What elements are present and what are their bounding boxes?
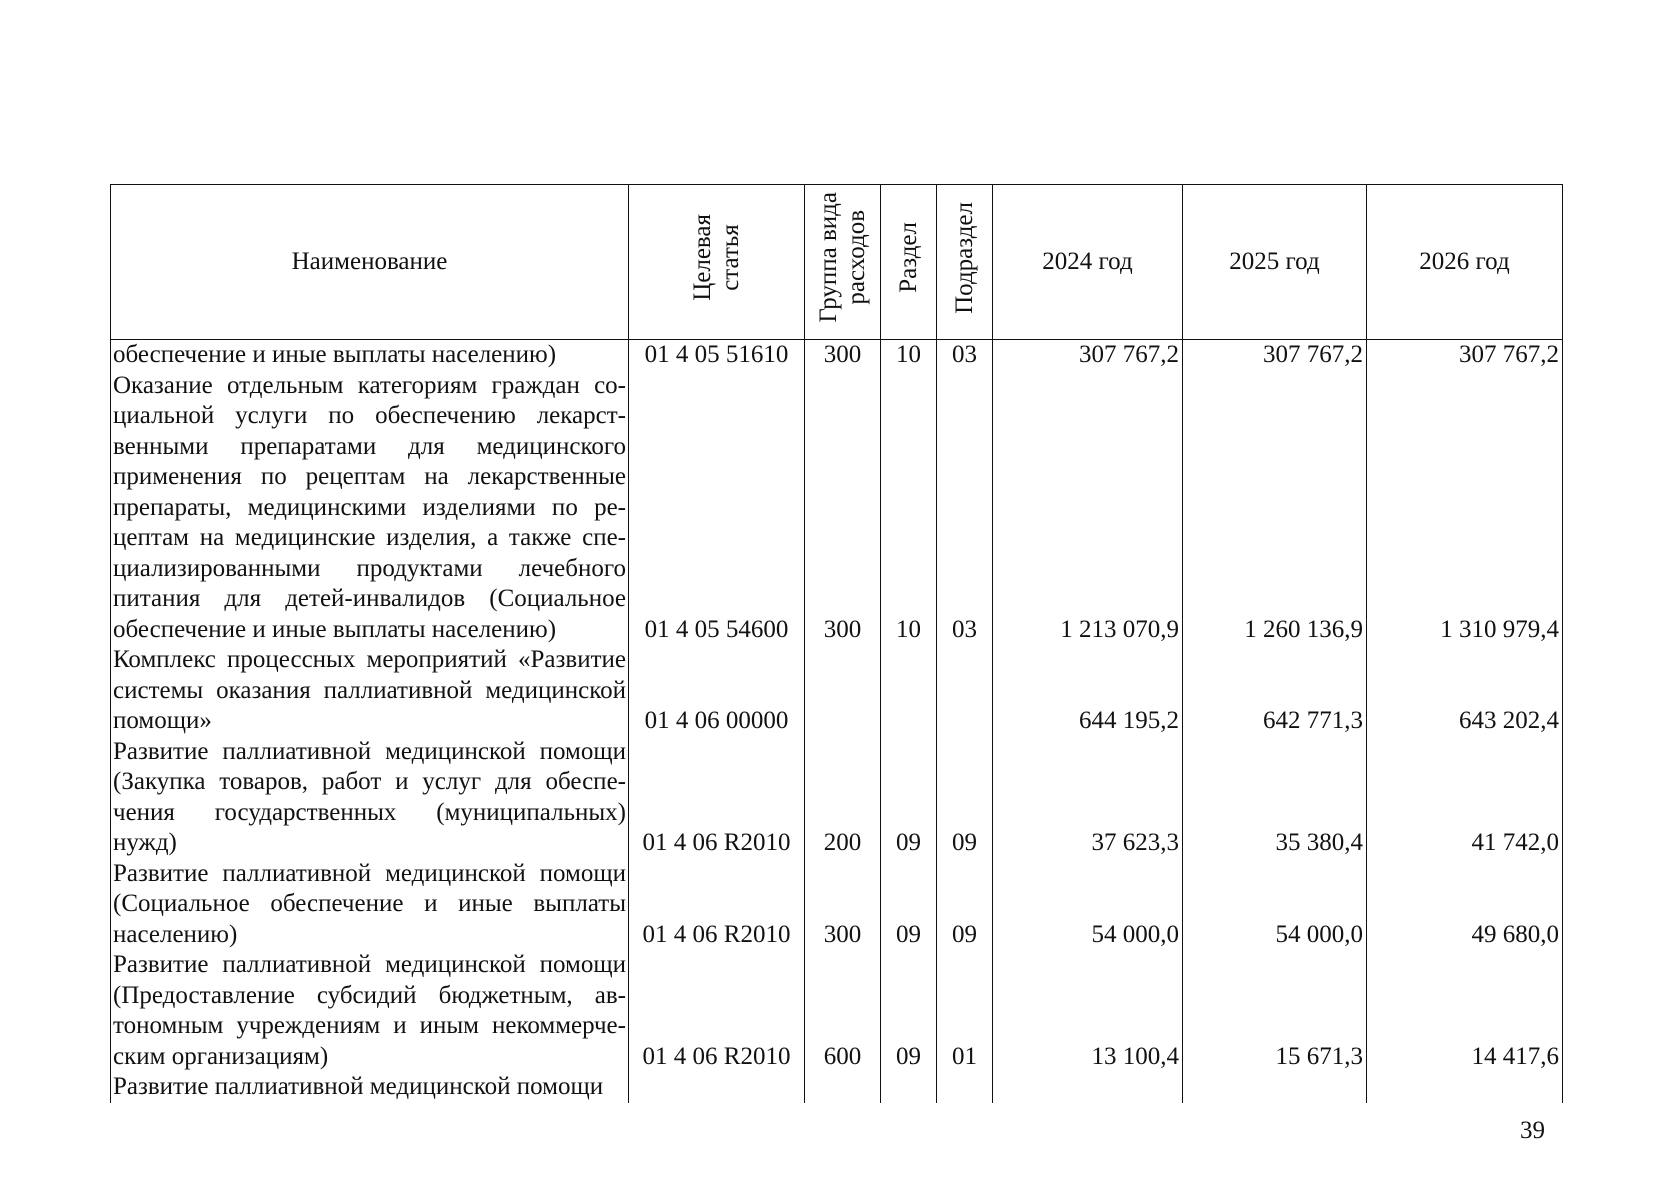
row-expense-group xyxy=(805,1072,881,1103)
row-subsection: 03 xyxy=(937,340,993,371)
row-2024: 54 000,0 xyxy=(993,859,1183,951)
row-section: 09 xyxy=(881,950,937,1072)
row-2026: 49 680,0 xyxy=(1367,859,1563,951)
row-name: Развитие паллиативной медицинской помощи xyxy=(111,1072,629,1103)
row-2025: 35 380,4 xyxy=(1183,737,1367,859)
row-2026: 41 742,0 xyxy=(1367,737,1563,859)
header-2025: 2025 год xyxy=(1183,185,1367,340)
row-name: Развитие паллиативной медицинской помощи (Социальное обеспечение и иные выплаты населению) xyxy=(111,859,629,951)
row-2025: 642 771,3 xyxy=(1183,645,1367,737)
table-row xyxy=(111,950,1563,1072)
header-name: Наименование xyxy=(111,185,629,340)
row-2026: 307 767,2 xyxy=(1367,340,1563,371)
row-section: 09 xyxy=(881,737,937,859)
budget-table xyxy=(110,184,1563,1103)
row-2026 xyxy=(1367,1072,1563,1103)
row-subsection: 09 xyxy=(937,859,993,951)
row-name: Развитие паллиативной медицинской помощи (Закупка товаров, работ и услуг для обеспечения государственных (муниципальных) нужд) xyxy=(111,737,629,859)
row-2025 xyxy=(1183,1072,1367,1103)
header-2024: 2024 год xyxy=(993,185,1183,340)
row-subsection: 01 xyxy=(937,950,993,1072)
row-target-article: 01 4 06 R2010 xyxy=(629,859,805,951)
row-target-article: 01 4 05 54600 xyxy=(629,371,805,646)
row-2026: 1 310 979,4 xyxy=(1367,371,1563,646)
row-2025: 15 671,3 xyxy=(1183,950,1367,1072)
row-2024: 13 100,4 xyxy=(993,950,1183,1072)
row-2025: 54 000,0 xyxy=(1183,859,1367,951)
row-target-article: 01 4 06 R2010 xyxy=(629,950,805,1072)
row-expense-group: 300 xyxy=(805,371,881,646)
header-expense-group: Группа вида расходов xyxy=(805,185,881,340)
row-2025: 307 767,2 xyxy=(1183,340,1367,371)
page-number: 39 xyxy=(1520,1117,1545,1144)
row-section xyxy=(881,1072,937,1103)
header-2026: 2026 год xyxy=(1367,185,1563,340)
row-expense-group: 200 xyxy=(805,737,881,859)
row-2026: 14 417,6 xyxy=(1367,950,1563,1072)
row-section xyxy=(881,645,937,737)
row-2024 xyxy=(993,1072,1183,1103)
row-target-article: 01 4 05 51610 xyxy=(629,340,805,371)
row-2024: 1 213 070,9 xyxy=(993,371,1183,646)
table-row xyxy=(111,737,1563,859)
row-2024: 37 623,3 xyxy=(993,737,1183,859)
header-target-article: Целевая статья xyxy=(629,185,805,340)
row-expense-group xyxy=(805,645,881,737)
row-name: Оказание отдельным категориям граждан социальной услуги по обеспечению лекарственными препаратами для медицинского применения по рецептам на лекарственные препараты, медицинскими изделиями по рецептам на медицинские изделия, а также специализированными продуктами лечебного питания для детей-инвалидов (Социальное обеспечение и иные выплаты населению) xyxy=(111,371,629,646)
row-expense-group: 600 xyxy=(805,950,881,1072)
header-section: Раздел xyxy=(881,185,937,340)
row-expense-group: 300 xyxy=(805,859,881,951)
row-2024: 644 195,2 xyxy=(993,645,1183,737)
row-target-article: 01 4 06 00000 xyxy=(629,645,805,737)
row-expense-group: 300 xyxy=(805,340,881,371)
table-row xyxy=(111,859,1563,951)
table-row xyxy=(111,1072,1563,1103)
row-2024: 307 767,2 xyxy=(993,340,1183,371)
header-subsection: Подраздел xyxy=(937,185,993,340)
row-name: Комплекс процессных мероприятий «Развитие системы оказания паллиативной медицинской помощи» xyxy=(111,645,629,737)
row-subsection xyxy=(937,1072,993,1103)
row-target-article xyxy=(629,1072,805,1103)
row-subsection: 09 xyxy=(937,737,993,859)
row-subsection: 03 xyxy=(937,371,993,646)
row-2026: 643 202,4 xyxy=(1367,645,1563,737)
row-section: 10 xyxy=(881,371,937,646)
row-subsection xyxy=(937,645,993,737)
row-name: Развитие паллиативной медицинской помощи (Предоставление субсидий бюджетным, автономным учреждениям и иным некоммерческим организациям) xyxy=(111,950,629,1072)
row-target-article: 01 4 06 R2010 xyxy=(629,737,805,859)
table-header-row xyxy=(111,185,1563,340)
row-section: 09 xyxy=(881,859,937,951)
table-row xyxy=(111,645,1563,737)
table-row xyxy=(111,340,1563,371)
table-row xyxy=(111,371,1563,646)
row-2025: 1 260 136,9 xyxy=(1183,371,1367,646)
row-section: 10 xyxy=(881,340,937,371)
row-name: обеспечение и иные выплаты населению) xyxy=(111,340,629,371)
